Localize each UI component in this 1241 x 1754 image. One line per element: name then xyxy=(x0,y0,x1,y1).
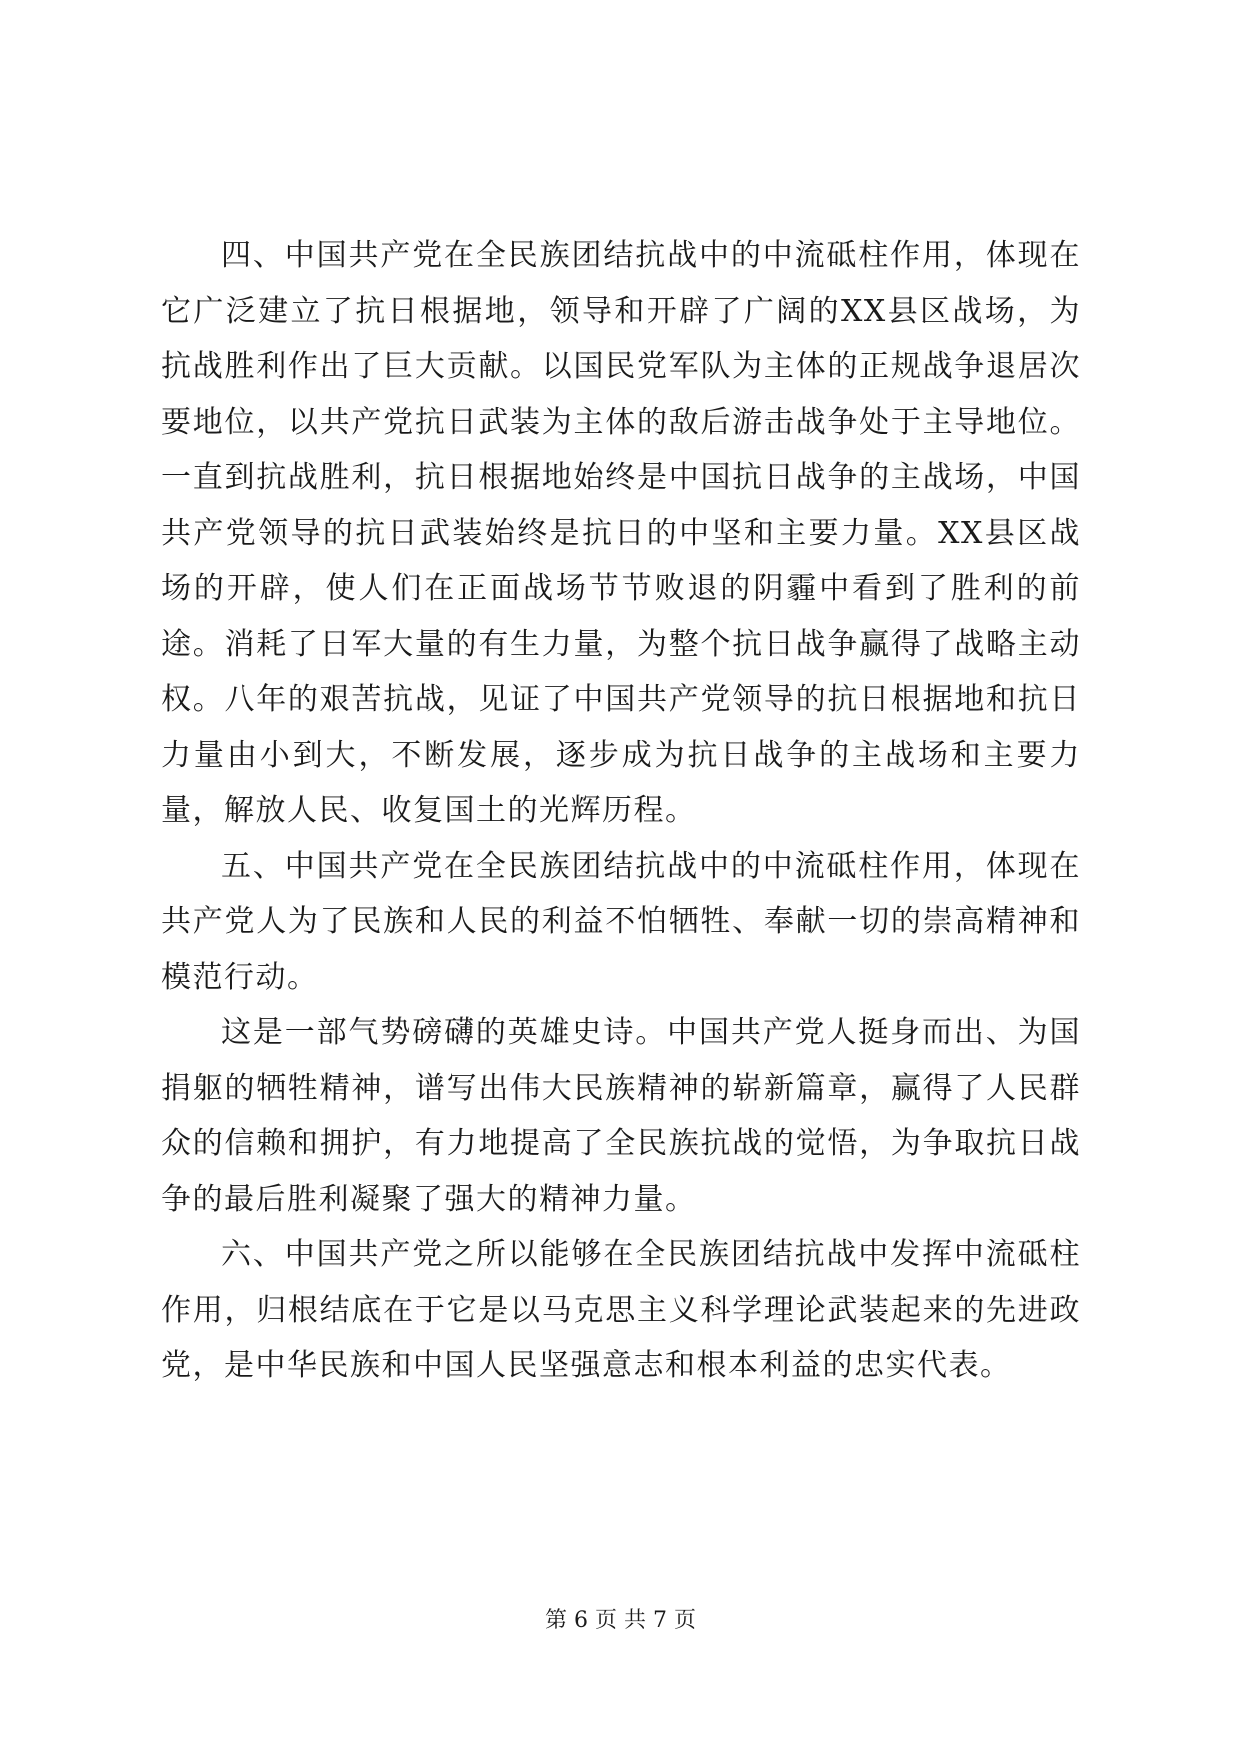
paragraph-4-base-areas: 四、中国共产党在全民族团结抗战中的中流砥柱作用，体现在它广泛建立了抗日根据地，领导和开辟了广阔的XX县区战场，为抗战胜利作出了巨大贡献。以国民党军队为主体的正规战争退居次要地位，以共产党抗日武装为主体的敌后游击战争处于主导地位。一直到抗战胜利，抗日根据地始终是中国抗日战争的主战场，中国共产党领导的抗日武装始终是抗日的中坚和主要力量。XX县区战场的开辟，使人们在正面战场节节败退的阴霾中看到了胜利的前途。消耗了日军大量的有生力量，为整个抗日战争赢得了战略主动权。八年的艰苦抗战，见证了中国共产党领导的抗日根据地和抗日力量由小到大，不断发展，逐步成为抗日战争的主战场和主要力量，解放人民、收复国土的光辉历程。 xyxy=(161,238,1081,828)
paragraph-heroic-epic: 这是一部气势磅礴的英雄史诗。中国共产党人挺身而出、为国捐躯的牺牲精神，谱写出伟大民族精神的崭新篇章，赢得了人民群众的信赖和拥护，有力地提高了全民族抗战的觉悟，为争取抗日战争的最后胜利凝聚了强大的精神力量。 xyxy=(161,1015,1081,1217)
paragraph-5-sacrifice: 五、中国共产党在全民族团结抗战中的中流砥柱作用，体现在共产党人为了民族和人民的利益不怕牺牲、奉献一切的崇高精神和模范行动。 xyxy=(161,848,1081,995)
paragraph-6-marxism: 六、中国共产党之所以能够在全民族团结抗战中发挥中流砥柱作用，归根结底在于它是以马克思主义科学理论武装起来的先进政党，是中华民族和中国人民坚强意志和根本利益的忠实代表。 xyxy=(161,1237,1081,1383)
page-number-footer: 第 6 页 共 7 页 xyxy=(545,1608,696,1633)
document-body xyxy=(161,228,1081,1394)
